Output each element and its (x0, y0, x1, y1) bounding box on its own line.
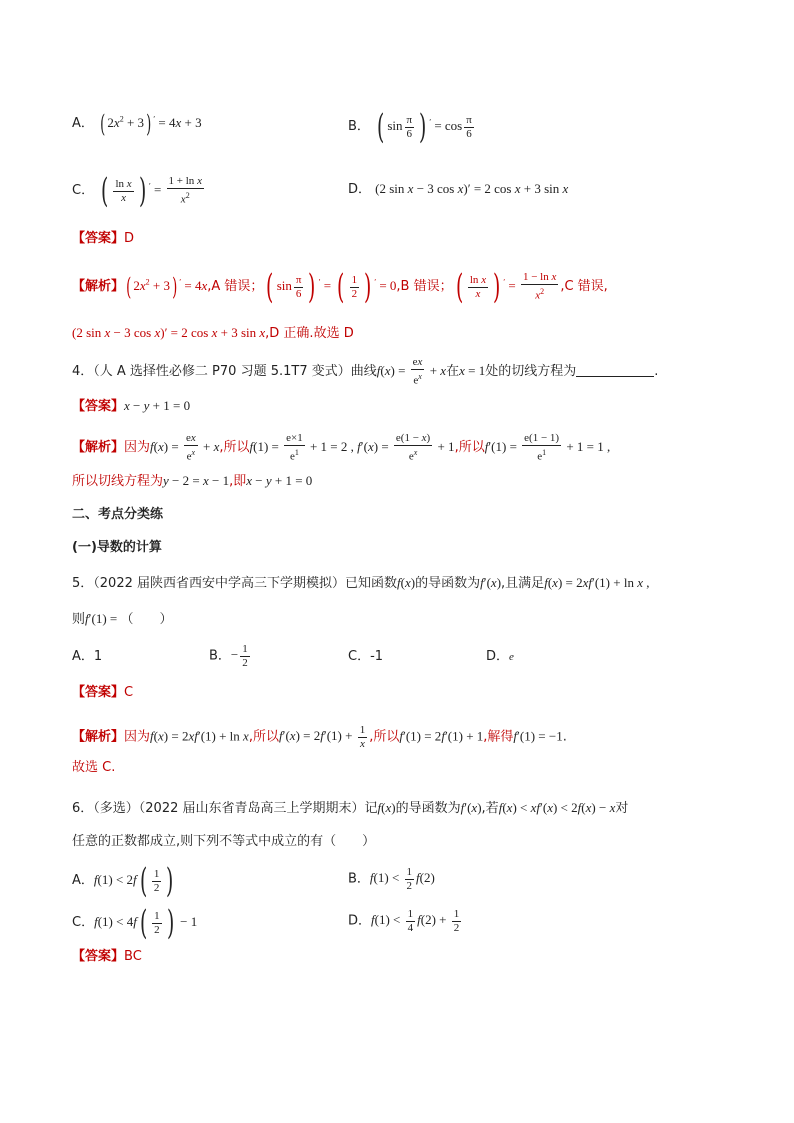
math-expr: x − y + 1 = 0 (246, 473, 313, 488)
answer-tag: 【答案】 (72, 949, 125, 964)
answer-blank[interactable] (576, 376, 654, 377)
q5-option-c: C．-1 (348, 649, 384, 664)
math-expr: f′(1) = $\frac{e(1 - 1)}{e^1}$ + 1 = 1 , (484, 432, 611, 463)
analysis-text: ,D 正确.故选 D (265, 326, 354, 341)
question-text: 5．（2022 届陕西省西安中学高三下学期模拟）已知函数 (72, 576, 397, 591)
answer-value: D (124, 231, 135, 246)
question-text: . (654, 363, 659, 379)
math-expr: f(x) (377, 800, 396, 815)
analysis-text: ,即 (229, 474, 247, 489)
q5-analysis-line1 (72, 724, 567, 751)
math-expr: f(x) = 2xf′(1) + ln x (150, 728, 249, 744)
math-expr: f′(1) = 2f′(1) + 1 (399, 728, 484, 744)
math-expr: x − y + 1 = 0 (124, 398, 191, 413)
q6-option-a (72, 861, 177, 901)
option-label: D． (486, 649, 510, 664)
question-text: 则 (72, 612, 86, 627)
option-label: D． (348, 913, 372, 929)
analysis-tag: 【解析】 (72, 278, 125, 294)
q4-stem (72, 356, 658, 388)
section-heading: 二、考点分类练 (72, 507, 164, 522)
option-value: e (509, 651, 514, 663)
q4-analysis-line1 (72, 432, 610, 464)
q5-stem-line1 (72, 576, 649, 590)
math-expr: x = 1 (459, 362, 486, 378)
question-text: 在 (446, 363, 460, 379)
analysis-text: ,所以 (248, 729, 279, 745)
math-expr: − $\frac{1}{2}$ (230, 643, 248, 669)
q3-option-a (72, 112, 202, 136)
math-expr: ( $\frac{\text{ln x}}{x}$ ) ′ = $\frac{\text{1 − ln x}}{x^2}$ (455, 267, 557, 307)
option-label: A． (72, 115, 94, 131)
section-subheading: (一)导数的计算 (72, 540, 162, 555)
option-label: D． (348, 182, 372, 197)
option-label: C． (72, 914, 95, 930)
question-text: ,且满足 (501, 576, 545, 591)
q6-stem-line2: 任意的正数都成立,则下列不等式中成立的有（ ） (72, 834, 376, 849)
question-text: ,若 (481, 801, 499, 816)
analysis-text: 因为 (124, 439, 151, 455)
math-expr: y − 2 = x − 1 (163, 473, 230, 488)
math-expr: f(x) (397, 575, 416, 590)
math-expr: f′(x) (480, 575, 502, 590)
analysis-text: 所以切线方程为 (72, 474, 164, 489)
q4-analysis-line2 (72, 474, 312, 488)
q5-option-a: A．1 (72, 649, 103, 664)
analysis-text: ,所以 (454, 439, 485, 455)
q3-option-c (72, 171, 206, 211)
question-text: 6．（多选）（2022 届山东省青岛高三上学期期末）记 (72, 801, 378, 816)
question-text: 4．（人 A 选择性必修二 P70 习题 5.1T7 变式）曲线 (72, 363, 377, 379)
math-expr: f′(1) = −1 (513, 728, 563, 744)
q3-option-b (348, 107, 476, 147)
question-text: （ ） (120, 612, 173, 627)
answer-value: BC (124, 949, 142, 964)
answer-tag: 【答案】 (72, 399, 125, 414)
q3-answer (72, 232, 134, 245)
analysis-text: 因为 (124, 729, 151, 745)
math-expr: ( sin $\frac{\pi}{6}$ ) ′ = cos $\frac{\pi}{6}$ (377, 107, 472, 147)
q5-stem-line2 (72, 612, 173, 626)
option-label: B． (348, 118, 370, 134)
q5-analysis-line2: 故选 C. (72, 760, 116, 775)
math-expr: f′(x) = 2f′(1) + $\frac{1}{x}$ (278, 724, 366, 750)
math-expr: f(1) = $\frac{e\times 1}{e^1}$ + 1 = 2 , f′(x) = $\frac{e(1 - x)}{e^x}$ + 1 (249, 432, 455, 463)
question-text: 的导函数为 (415, 576, 481, 591)
q6-option-d (348, 908, 463, 935)
question-text: 处的切线方程为 (485, 363, 577, 379)
math-expr: ( $2x^2 + 3$) ′ = 4x (126, 273, 208, 301)
analysis-text: ,所以 (369, 729, 400, 745)
q5-answer (72, 686, 133, 699)
q3-analysis-line2 (72, 326, 354, 340)
analysis-text: ,所以 (219, 439, 250, 455)
math-expr: ( $2x^2 + 3$) ′ = 4x + 3 (100, 110, 202, 138)
q5-option-d (486, 650, 514, 663)
option-label: B． (348, 871, 370, 887)
math-expr: f(1) < 4f( $\frac{1}{2}$ ) − 1 (94, 903, 198, 943)
option-label: C． (72, 182, 95, 198)
analysis-tag: 【解析】 (72, 439, 125, 455)
math-expr: ( sin $\frac{\pi}{6}$ ) ′ = ( $\frac{1}{2}$ ) ′ = 0 (266, 267, 397, 307)
q6-stem-line1 (72, 801, 628, 815)
q5-option-b (209, 643, 252, 670)
math-expr: f′(1) = (85, 611, 121, 626)
math-expr: f(x) = $\frac{ex}{e^x}$ + x (150, 432, 220, 463)
analysis-tag: 【解析】 (72, 729, 125, 745)
math-expr: f′(x) (460, 800, 482, 815)
math-expr: (2 sin x − 3 cos x)′ = 2 cos x + 3 sin x (375, 181, 569, 196)
math-expr: f(1) < $\frac{1}{2}$ f(2) (369, 866, 435, 892)
math-expr: (2 sin x − 3 cos x)′ = 2 cos x + 3 sin x (72, 325, 266, 340)
q6-option-b (348, 866, 435, 893)
math-expr: f(1) < $\frac{1}{4}$ f(2) + $\frac{1}{2}$ (371, 908, 460, 934)
question-text: 的导函数为 (395, 801, 461, 816)
analysis-text: ,A 错误； (207, 278, 264, 294)
answer-value: C (124, 685, 134, 700)
q6-option-c (72, 903, 198, 943)
math-expr: f(x) = $\frac{ex}{e^x}$ + x (376, 356, 447, 387)
math-expr: f(x) = 2xf′(1) + ln x , (544, 575, 650, 590)
question-text: 对 (615, 801, 629, 816)
analysis-text: ,解得 (483, 729, 514, 745)
answer-tag: 【答案】 (72, 231, 125, 246)
option-label: A． (72, 872, 94, 888)
option-label: B． (209, 648, 231, 664)
q6-answer (72, 950, 142, 963)
q3-option-d (348, 182, 568, 196)
q4-answer (72, 399, 190, 413)
math-expr: f(1) < 2f( $\frac{1}{2}$ ) (93, 861, 174, 901)
math-expr: f(x) < xf′(x) < 2f(x) − x (498, 800, 616, 815)
math-expr: ( $\frac{\text{ln x}}{x}$ ) ′ = $\frac{\text{1 + ln x}}{x^2}$ (101, 171, 202, 211)
analysis-text: . (562, 729, 567, 745)
analysis-text: ,C 错误, (560, 278, 608, 294)
q3-analysis-line1 (72, 267, 608, 307)
analysis-text: ,B 错误； (396, 278, 453, 294)
answer-tag: 【答案】 (72, 685, 125, 700)
